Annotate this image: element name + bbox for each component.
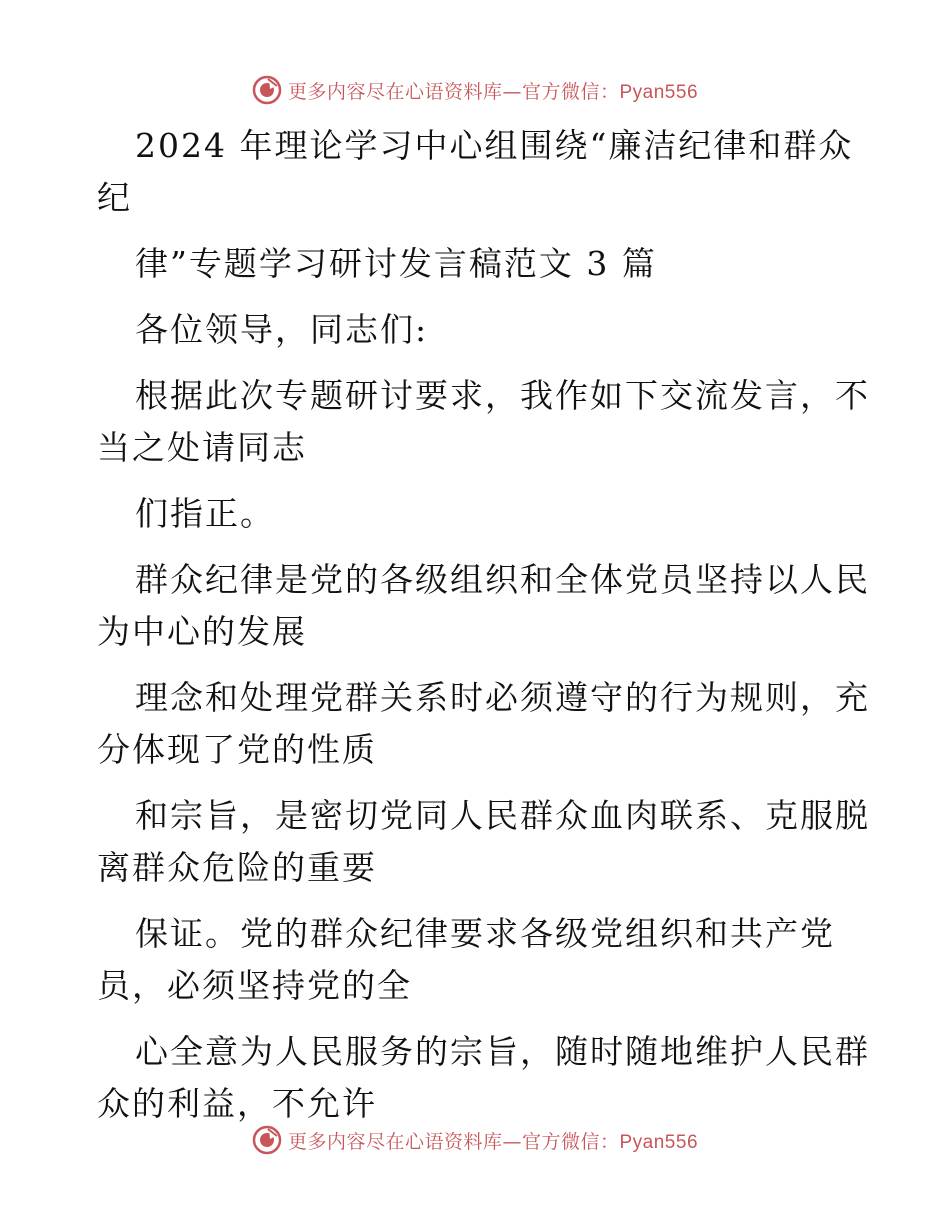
brand-logo-icon bbox=[252, 75, 282, 105]
text-line: 和宗旨，是密切党同人民群众血肉联系、克服脱 bbox=[135, 796, 870, 835]
document-body bbox=[97, 120, 870, 1130]
text-line: 根据此次专题研讨要求，我作如下交流发言，不 bbox=[135, 376, 870, 415]
watermark-text: 更多内容尽在心语资料库—官方微信：Pyan556 bbox=[287, 1130, 699, 1153]
text-line: 众的利益，不允许 bbox=[97, 1084, 377, 1123]
text-line: 保证。党的群众纪律要求各级党组织和共产党 bbox=[135, 914, 835, 953]
brand-logo-icon bbox=[252, 1125, 282, 1155]
footer-watermark bbox=[0, 1120, 950, 1160]
text-line: 纪 bbox=[97, 178, 132, 217]
header-watermark bbox=[0, 70, 950, 110]
watermark-text: 更多内容尽在心语资料库—官方微信：Pyan556 bbox=[287, 80, 699, 103]
text-line: 分体现了党的性质 bbox=[97, 730, 377, 769]
text-line: 们指正。 bbox=[135, 494, 275, 533]
text-line: 员，必须坚持党的全 bbox=[97, 966, 412, 1005]
text-line: 离群众危险的重要 bbox=[97, 848, 377, 887]
text-line: 2024 年理论学习中心组围绕“廉洁纪律和群众 bbox=[135, 126, 854, 165]
text-line: 律”专题学习研讨发言稿范文 3 篇 bbox=[135, 244, 657, 283]
text-line: 心全意为人民服务的宗旨，随时随地维护人民群 bbox=[135, 1032, 870, 1071]
text-line: 群众纪律是党的各级组织和全体党员坚持以人民 bbox=[135, 560, 870, 599]
text-line: 各位领导，同志们: bbox=[135, 310, 429, 349]
text-line: 当之处请同志 bbox=[97, 428, 307, 467]
text-line: 理念和处理党群关系时必须遵守的行为规则，充 bbox=[135, 678, 870, 717]
text-line: 为中心的发展 bbox=[97, 612, 307, 651]
